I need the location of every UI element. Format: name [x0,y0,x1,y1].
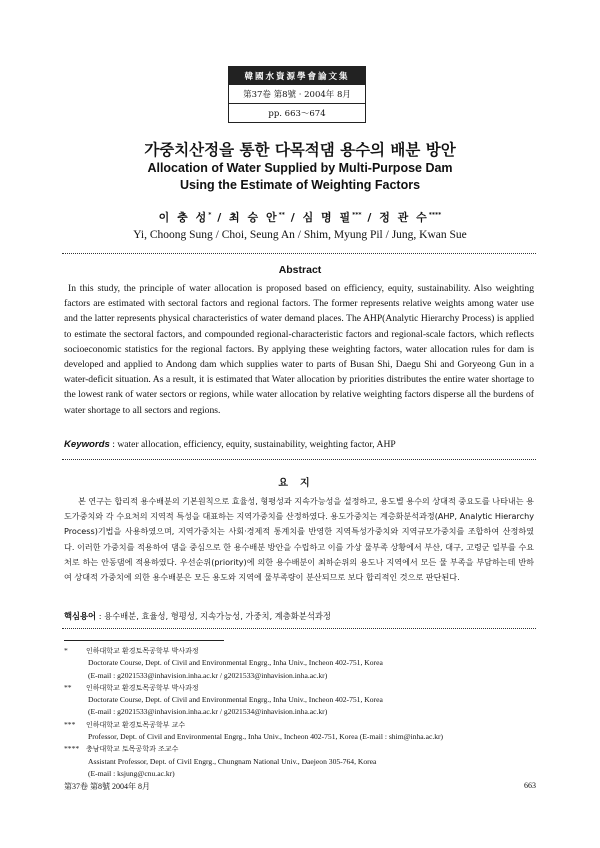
author-mark: **** [428,211,442,219]
footnote-rule [64,640,224,641]
footnote-affiliation-ko: 충남대학교 토목공학과 조교수 [86,745,179,754]
page-footer [64,781,536,792]
footnote-affiliation-ko: 인하대학교 환경토목공학부 교수 [86,720,186,729]
authors-english: Yi, Choong Sung / Choi, Seung An / Shim, Myung Pil / Jung, Kwan Sue [133,229,467,241]
footnote-line: Doctorate Course, Dept. of Civil and Environmental Engrg., Inha Univ., Incheon 402-751, Korea [88,658,383,668]
yoji-keywords [64,610,534,622]
authors-korean [0,209,600,225]
title-english-line2: Using the Estimate of Weighting Factors [179,178,421,192]
journal-info-box [228,66,366,123]
footnote-affiliation-ko: 인하대학교 환경토목공학부 박사과정 [86,647,199,655]
abstract-text: In this study, the principle of water allocation is proposed based on efficiency, equity, sustainability. Also weighting factors are estimated with sectoral factors and regional factors. The former represents relative weights among water use and the latter represents physical characteristics of water demand places. The AHP(Analytic Hierarchy Process) is applied to estimate the sectoral factors, and compounded regional-characteristic factors and regional-scale factors, which reflects socioeconomic statistics for the regional factors. By applying these weighting factors, water allocation rules for dam is developed and applied to Andong dam which supplies water to parts of Busan Shi, Daegu Shi and Goryeong Gun in a water-deficit situation. As a result, it is estimated that Water allocation by priorities distributes the entire water shortage to the lowest rank of water sectors or regions, while water allocation by relative weighting factors disperse all the burdens of water shortage to all sectors and regions. [64,283,534,416]
page-number: 663 [524,781,536,790]
divider [62,628,536,629]
footnote-mark: *** [64,719,76,729]
title-english [0,160,600,194]
footnote-mark: * [64,646,68,655]
footer-issue: 第37卷 第8號 2004年 8月 [64,782,150,791]
footnote [64,645,544,682]
journal-name: 韓國水資源學會論文集 [229,67,365,85]
footnote-line: Assistant Professor, Dept. of Civil Engrg., Chungnam National Univ., Daejeon 305-764, Korea [88,756,377,766]
footnote-mark: **** [64,744,80,754]
abstract-keywords [64,439,534,450]
footnote-line: Professor, Dept. of Civil and Environmental Engrg., Inha Univ., Incheon 402-751, Korea (E-mail : shim@inha.ac.kr) [88,732,444,742]
divider [62,253,536,254]
footnote-mark: ** [64,682,72,692]
footnote-line: (E-mail : g2021533@inhavision.inha.ac.kr / g2021533@inhavision.inha.ac.kr) [88,670,328,680]
title-korean: 가중치산정을 통한 다목적댐 용수의 배분 방안 [144,141,456,159]
footnote [64,682,544,719]
author-name: 정 관 수 [379,211,429,224]
footnote-affiliation-ko: 인하대학교 환경토목공학부 박사과정 [86,683,199,692]
yoji-heading: 요지 [278,478,322,489]
footnote-line: (E-mail : ksjung@cnu.ac.kr) [88,768,175,778]
author-separator: / [361,211,380,224]
yoji-text: 본 연구는 합리적 용수배분의 기본원칙으로 효율성, 형평성과 지속가능성을 설정하고, 용도별 용수의 상대적 중요도를 나타내는 용도가중치와 각 수요처의 지역적 특성을 대표하는 지역가중치를 산정하였다. 용도가중치는 계층화분석과정(AHP, Analytic Hierarchy Process)기법을 사용하였으며, 지역가중치는 사회·경제적 통계치를 반영한 지역특성가중치와 지역규모가중치를 조합하여 산정하였다. 이러한 가중치를 적용하여 댐을 중심으로 한 용수배분 방안을 수립하고 이를 가상 물부족 상황에서 부산, 대구, 고령군 일부를 수요처로 하는 안동댐에 적용하였다. 우선순위(priority)에 의한 용수배분이 최하순위의 용도나 지역에서 모든 물 부족을 부담하는데 반하여 상대적 가중치에 의한 용수배분은 모든 용도와 지역에 물부족량이 분산되므로 보다 합리적인 것으로 판단된다. [64,496,534,583]
footnote-line: (E-mail : g2021533@inhavision.inha.ac.kr / g2021534@inhavision.inha.ac.kr) [88,707,328,717]
author-name: 심 명 필 [302,211,353,224]
yoji-keywords-separator: : [96,611,105,621]
title-english-line1: Allocation of Water Supplied by Multi-Purpose Dam [147,161,453,175]
author-mark: * [208,211,212,219]
divider [62,459,536,460]
author-mark: ** [278,211,285,219]
keywords-separator: : [109,439,118,450]
abstract-heading: Abstract [278,264,322,276]
author-name: 이 충 성 [158,211,209,224]
journal-pages: pp. 663～674 [268,109,326,119]
author-separator: / [211,211,230,224]
author-mark: *** [352,211,362,219]
yoji-keywords-list: 용수배분, 효율성, 형평성, 지속가능성, 가중치, 계층화분석과정 [104,611,331,621]
author-separator: / [284,211,303,224]
keywords-label: Keywords [64,439,110,450]
footnote [64,719,544,744]
footnote [64,743,544,780]
keywords-list: water allocation, efficiency, equity, sustainability, weighting factor, AHP [117,439,396,450]
yoji-keywords-label: 핵심용어 [64,611,97,621]
footnotes [64,645,544,780]
author-name: 최 승 안 [229,211,279,224]
journal-volume-issue: 第37卷 第8號 · 2004年 8月 [229,85,365,104]
footnote-line: Doctorate Course, Dept. of Civil and Environmental Engrg., Inha Univ., Incheon 402-751, Korea [88,695,383,705]
